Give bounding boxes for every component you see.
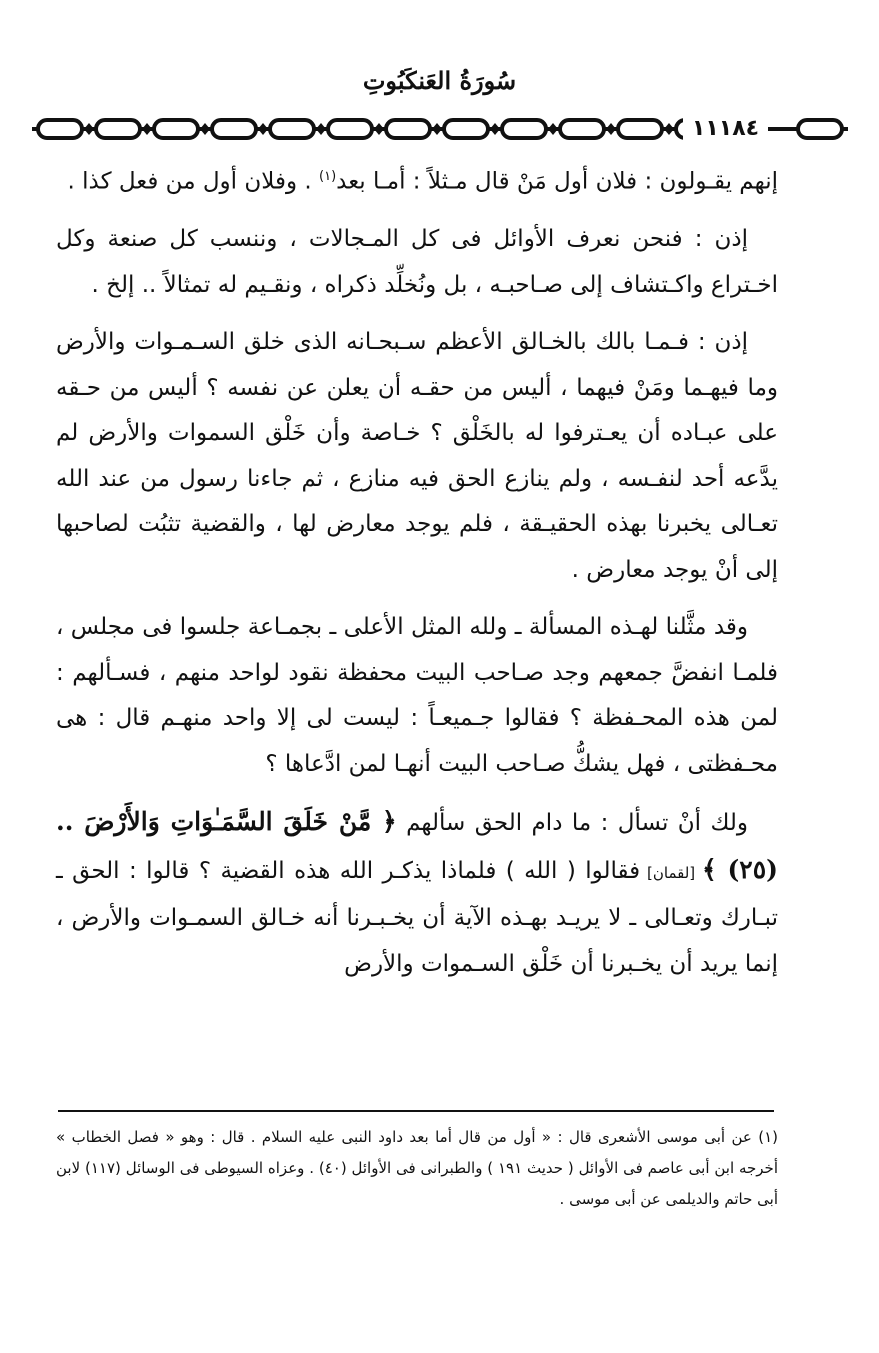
paragraph: [56, 154, 778, 205]
paragraph-text: . وفلان أول من فعل كذا .: [67, 168, 319, 195]
paragraph: إذن : فنحن نعرف الأوائل فى كل المـجالات ، وننسب كل صنعة وكل اخـتراع واكـتشاف إلى صـاحبـه ، بل ونُخلِّد ذكراه ، ونقـيم له تمثالاً .. إلخ .: [56, 226, 778, 298]
footnote: (١) عن أبى موسى الأشعرى قال : « أول من قال أما بعد داود النبى عليه السلام . قال : وهو « فصل الخطاب » أخرجه ابن أبى عاصم فى الأوائل ( حديث ١٩١ ) والطبرانى فى الأوائل (٤٠) . وعزاه السيوطى فى الوسائل (١١٧) لابن أبى حاتم والديلمى عن أبى موسى .: [56, 1128, 778, 1208]
quran-verse: ﴿ مَّنْ خَلَقَ السَّمَـٰوَاتِ وَالأَرْضَ .. (٢٥) ﴾: [56, 807, 778, 884]
paragraph: إذن : فـمـا بالك بالخـالق الأعظم سـبحـانه الذى خلق السـمـوات والأرض وما فيهـما ومَنْ فيهما ، أليس من حقـه أن يعلن عن نفسه ؟ أليس من حـقه على عبـاده أن يعـترفوا له بالخَلْق ؟ خـاصة وأن خَلْق السموات والأرض لم يدَّعه أحد لنفـسه ، ولم ينازع الحق فيه منازع ، ثم جاءنا رسول من عند الله تعـالى يخبرنا بهذه الحقيـقة ، فلم يوجد معارض لها ، والقضية تثبُت لصاحبها إلى أنْ يوجد معارض .: [56, 329, 778, 583]
paragraph: [56, 799, 778, 987]
main-text: [56, 154, 778, 999]
paragraph: وقد مثَّلنا لهـذه المسألة ـ ولله المثل الأعلى ـ بجمـاعة جلسوا فى مجلس ، فلمـا انفضَّ جمعهم وجد صـاحب البيت محفظة نقود لواحد منهم ، فسـألهم : لمن هذه المحـفظة ؟ فقالوا جـميعـاً : ليست لى إلا واحد منهـم قال : هى محـفظتى ، فهل يشكُّ صـاحب البيت أنهـا لمن ادَّعاها ؟: [56, 614, 778, 777]
paragraph-text: فقالوا ( الله ) فلماذا يذكـر الله هذه القضية ؟ قالوا : الحق ـ تبـارك وتعـالى ـ لا يريـد بهـذه الآية أن يخـبـرنا أنه خـالق السمـوات والأرض ، إنما يريد أن يخـبرنا أن خَلْق السـموات والأرض: [56, 857, 778, 977]
footnote-reference[interactable]: (١): [319, 169, 337, 184]
verse-source: [لقمان]: [640, 863, 703, 882]
surah-title: سُورَةُ العَنكَبُوتِ: [362, 66, 517, 95]
paragraph-text: ولك أنْ تسأل : ما دام الحق سألهم: [396, 810, 748, 837]
paragraph-text: إنهم يقـولون : فلان أول مَنْ قال مـثلاً : أمـا بعد: [336, 168, 778, 195]
page-number: ١١١٨٤: [683, 114, 768, 144]
footnote-divider: [58, 1110, 774, 1112]
